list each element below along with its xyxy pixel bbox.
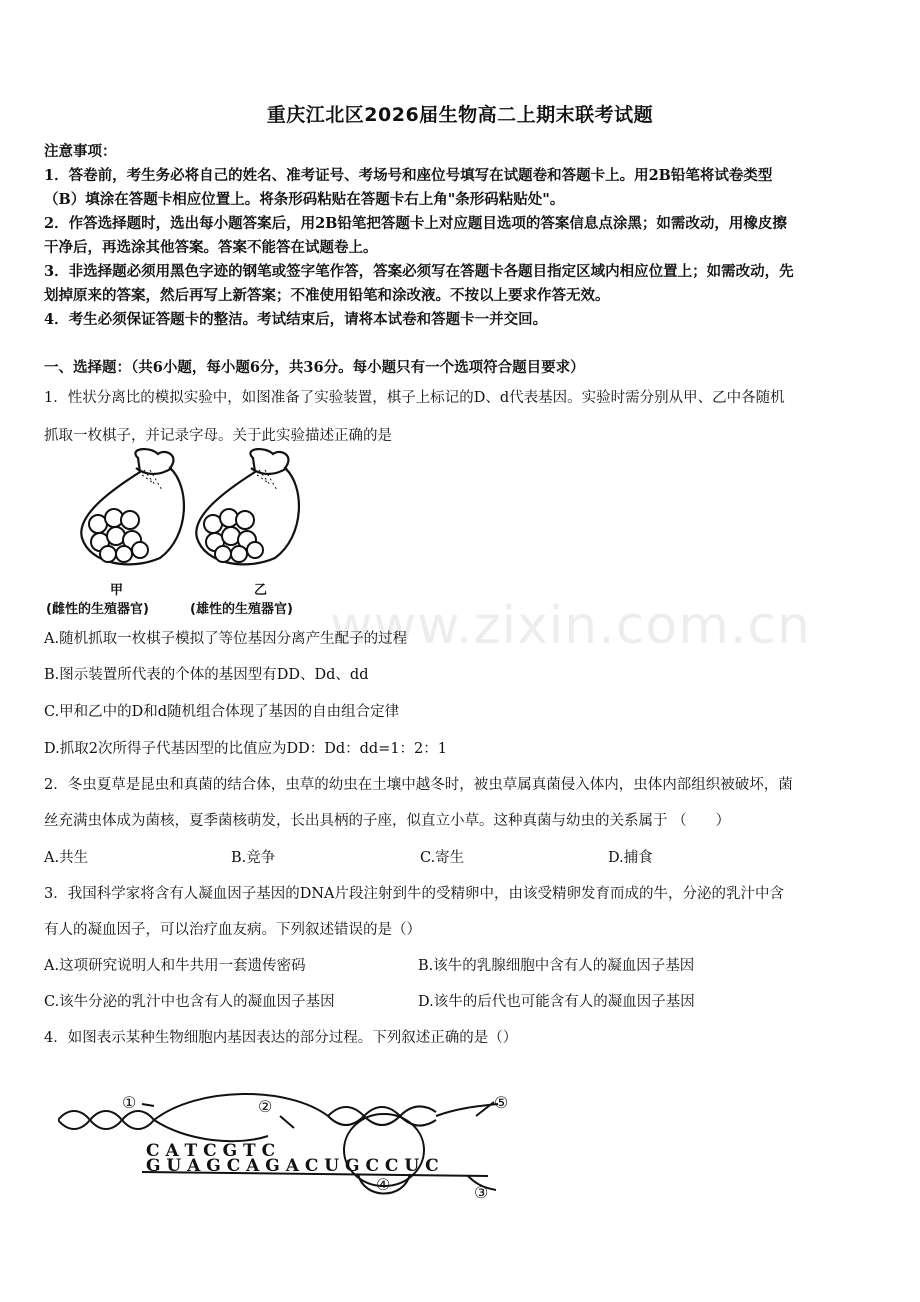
- page-title: 重庆江北区2026届生物高二上期末联考试题: [266, 104, 654, 126]
- q2-stem: 丝充满虫体成为菌核，夏季菌核萌发，长出具柄的子座，似直立小草。这种真菌与幼虫的关系属于 （ ）: [44, 813, 731, 829]
- q1-stem: 1．性状分离比的模拟实验中，如图准备了实验装置，棋子上标记的D、d代表基因。实验时需分别从甲、乙中各随机: [44, 390, 785, 406]
- notice-line: 2．作答选择题时，选出每小题答案后，用2B铅笔把答题卡上对应题目选项的答案信息点涂黑；如需改动，用橡皮擦: [44, 215, 787, 232]
- q3-option-b[interactable]: B.该牛的乳腺细胞中含有人的凝血因子基因: [418, 958, 695, 974]
- q2-option-c[interactable]: C.寄生: [420, 850, 465, 866]
- bag-caption-left: (雌性的生殖器官): [46, 602, 149, 617]
- q3-option-a[interactable]: A.这项研究说明人和牛共用一套遗传密码: [44, 958, 306, 974]
- q1-option-d[interactable]: D.抓取2次所得子代基因型的比值应为DD：Dd：dd=1：2：1: [44, 741, 447, 757]
- q3-option-d[interactable]: D.该牛的后代也可能含有人的凝血因子基因: [418, 994, 695, 1010]
- q2-option-d[interactable]: D.捕食: [608, 850, 653, 866]
- gene-expression-figure: [58, 1082, 528, 1212]
- notice-line: 干净后，再选涂其他答案。答案不能答在试题卷上。: [44, 239, 378, 256]
- q3-stem: 3．我国科学家将含有人凝血因子基因的DNA片段注射到牛的受精卵中，由该受精卵发育而成的牛，分泌的乳汁中含: [44, 886, 785, 902]
- notice-heading: 注意事项：: [44, 143, 117, 160]
- label-4: ④: [376, 1175, 391, 1194]
- chess-pieces: [89, 509, 148, 562]
- q1-bags-figure: [40, 446, 340, 576]
- q1-option-b[interactable]: B.图示装置所代表的个体的基因型有DD、Dd、dd: [44, 667, 369, 683]
- q4-stem: 4．如图表示某种生物细胞内基因表达的部分过程。下列叙述正确的是（）: [44, 1030, 518, 1046]
- section-heading: 一、选择题：（共6小题，每小题6分，共36分。每小题只有一个选项符合题目要求）: [44, 359, 585, 376]
- q2-stem: 2．冬虫夏草是昆虫和真菌的结合体，虫草的幼虫在土壤中越冬时，被虫草属真菌侵入体内，虫体内部组织被破坏，菌: [44, 777, 793, 793]
- q1-stem: 抓取一枚棋子，并记录字母。关于此实验描述正确的是: [44, 428, 392, 444]
- notice-line: 划掉原来的答案，然后再写上新答案；不准使用铅笔和涂改液。不按以上要求作答无效。: [44, 287, 610, 304]
- notice-line: 4．考生必须保证答题卡的整洁。考试结束后，请将本试卷和答题卡一并交回。: [44, 311, 548, 328]
- q1-option-c[interactable]: C.甲和乙中的D和d随机组合体现了基因的自由组合定律: [44, 704, 400, 720]
- chess-pieces: [204, 509, 263, 562]
- bottom-sequence: G U A G C A G A C U G C C U C: [146, 1156, 439, 1176]
- q3-option-c[interactable]: C.该牛分泌的乳汁中也含有人的凝血因子基因: [44, 994, 335, 1010]
- q2-option-a[interactable]: A.共生: [44, 850, 89, 866]
- label-5: ⑤: [494, 1093, 509, 1112]
- q2-option-b[interactable]: B.竞争: [231, 850, 276, 866]
- q3-stem: 有人的凝血因子，可以治疗血友病。下列叙述错误的是（）: [44, 922, 421, 938]
- q1-option-a[interactable]: A.随机抓取一枚棋子模拟了等位基因分离产生配子的过程: [44, 631, 408, 647]
- bag-label-right: 乙: [254, 583, 268, 598]
- watermark: www.zixin.com.cn: [330, 596, 811, 656]
- label-3: ③: [474, 1183, 489, 1202]
- notice-line: 3．非选择题必须用黑色字迹的钢笔或签字笔作答，答案必须写在答题卡各题目指定区域内相应位置上；如需改动，先: [44, 263, 794, 280]
- bag-caption-right: (雄性的生殖器官): [190, 602, 293, 617]
- label-1: ①: [122, 1093, 137, 1112]
- bag-label-left: 甲: [110, 583, 124, 598]
- label-2: ②: [258, 1097, 273, 1116]
- top-sequence: C A T C G T C: [146, 1141, 276, 1161]
- notice-line: 1．答卷前，考生务必将自己的姓名、准考证号、考场号和座位号填写在试题卷和答题卡上。用2B铅笔将试卷类型: [44, 167, 773, 184]
- notice-line: （B）填涂在答题卡相应位置上。将条形码粘贴在答题卡右上角"条形码粘贴处"。: [44, 191, 565, 208]
